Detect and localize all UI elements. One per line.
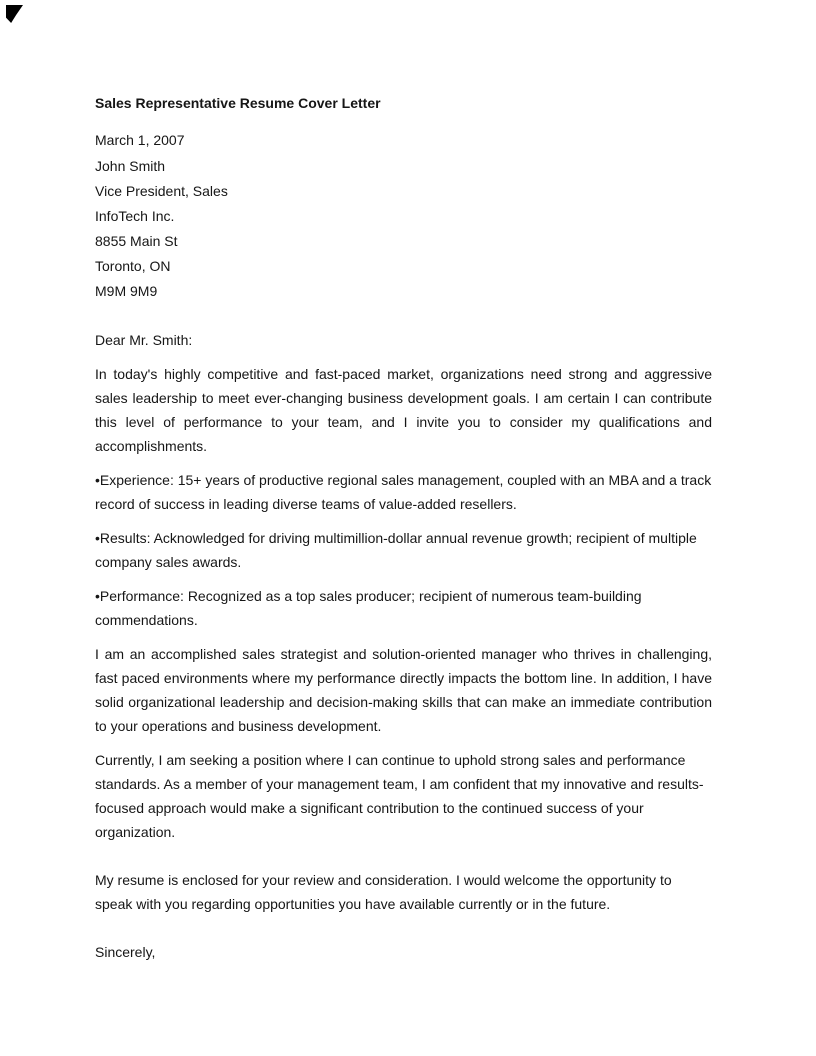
document-title: Sales Representative Resume Cover Letter [95, 95, 381, 111]
paragraph-resume-enclosed: My resume is enclosed for your review and consideration. I would welcome the opportunity to speak with you regarding opportunities you have available currently or in the future. [95, 872, 672, 912]
recipient-street: 8855 Main St [95, 233, 178, 249]
paragraph-seeking: Currently, I am seeking a position where I can continue to uphold strong sales and performance standards. As a member of your management team, I am confident that my innovative and results-focused approach would make a significant contribution to the continued success of your organization. [95, 752, 704, 840]
recipient-company: InfoTech Inc. [95, 208, 175, 224]
recipient-postal-code: M9M 9M9 [95, 283, 158, 299]
bullet-experience: •Experience: 15+ years of productive regional sales management, coupled with an MBA and a track record of success in leading diverse teams of value-added resellers. [95, 472, 712, 512]
letter-date: March 1, 2007 [95, 132, 185, 148]
recipient-name: John Smith [95, 158, 166, 174]
paragraph-intro: In today's highly competitive and fast-paced market, organizations need strong and aggressive sales leadership to meet ever-changing business development goals. I am certain I can contribute this level of performance to your team, and I invite you to consider my qualifications and accomplishments. [95, 366, 712, 454]
recipient-address-block [95, 154, 712, 304]
closing: Sincerely, [95, 944, 156, 960]
recipient-city: Toronto, ON [95, 258, 171, 274]
recipient-title: Vice President, Sales [95, 183, 228, 199]
letter-content [95, 94, 712, 964]
bullet-results: •Results: Acknowledged for driving multimillion-dollar annual revenue growth; recipient of multiple company sales awards. [95, 530, 697, 570]
paragraph-strengths: I am an accomplished sales strategist and solution-oriented manager who thrives in challenging, fast paced environments where my performance directly impacts the bottom line. In addition, I have solid organizational leadership and decision-making skills that can make an immediate contribution to your operations and business development. [95, 646, 712, 734]
scan-corner-artifact [6, 5, 23, 23]
salutation: Dear Mr. Smith: [95, 332, 193, 348]
bullet-performance: •Performance: Recognized as a top sales producer; recipient of numerous team-building commendations. [95, 588, 642, 628]
